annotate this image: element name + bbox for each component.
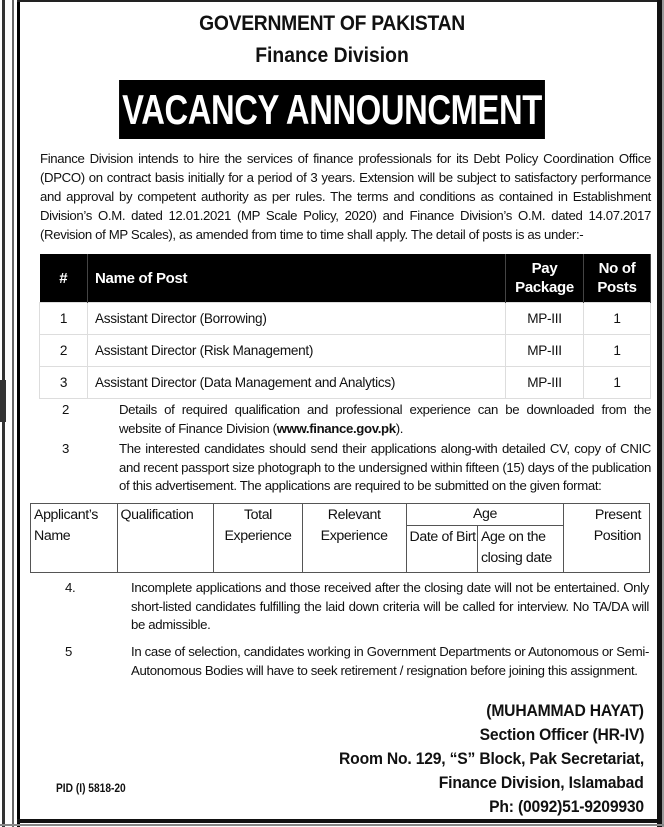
item-2-text xyxy=(119,401,651,438)
col-total-experience xyxy=(214,504,303,573)
present-line1: Present xyxy=(594,507,641,523)
row-count: 1 xyxy=(584,367,651,399)
col-relevant-experience xyxy=(302,504,406,573)
item-3-text: The interested candidates should send their applications along-with detailed CV, copy of CNIC and recent passport size photograph to the undersigned within fifteen (15) days of the publication of this advertisement. The applications are required to be submitted on the given format: xyxy=(119,441,651,493)
website-link[interactable]: www.finance.gov.pk xyxy=(276,420,396,436)
relevant-line2: Experience xyxy=(320,528,388,544)
row-num: 2 xyxy=(40,335,88,367)
age-closing-line1: Age on the xyxy=(480,529,546,545)
header-pay-line1: Pay xyxy=(531,260,558,277)
left-border-tab xyxy=(0,380,6,422)
bottom-border xyxy=(17,819,662,823)
table-row xyxy=(40,367,651,399)
header-pay-line2: Package xyxy=(515,279,574,296)
row-num: 3 xyxy=(40,367,88,399)
row-post-name: Assistant Director (Risk Management) xyxy=(88,335,506,367)
row-num: 1 xyxy=(40,303,88,335)
signatory-name: (MUHAMMAD HAYAT) xyxy=(486,702,644,720)
present-line2: Position xyxy=(593,528,641,544)
row-pay: MP-III xyxy=(506,367,584,399)
signatory-designation: Section Officer (HR-IV) xyxy=(479,726,644,744)
intro-paragraph: Finance Division intends to hire the services of finance professionals for its Debt Policy Coordination Office (DPCO) on contract basis initially for a period of 3 years. Extension will be subject to satisfactory performance and approval by competent authority as per rules. The terms and conditions as contained in Establishment Division’s O.M. dated 12.01.2021 (MP Scale Policy, 2020) and Finance Division’s O.M. dated 14.07.2017 (Revision of MP Scales), as amended from time to time shall apply. The detail of posts is as under:- xyxy=(40,151,651,242)
vacancy-banner: VACANCY ANNOUNCMENT xyxy=(119,80,545,139)
row-post-name: Assistant Director (Borrowing) xyxy=(88,303,506,335)
item-3-number: 3 xyxy=(62,441,69,456)
header-pay xyxy=(506,254,584,303)
row-count: 1 xyxy=(584,335,651,367)
item-5-text: In case of selection, candidates working in Government Departments or Autonomous or Semi-Autonomous Bodies will have to seek retirement / resignation before joining this assignment. xyxy=(131,644,649,678)
government-title: GOVERNMENT OF PAKISTAN xyxy=(199,12,465,35)
row-post-name: Assistant Director (Data Management and Analytics) xyxy=(88,367,506,399)
item-4-text: Incomplete applications and those received after the closing date will not be entertained. Only short-listed candidates fulfilling the laid down criteria will be called for interview. No TA/DA will be admissible. xyxy=(131,580,649,632)
item-2-text-after: ). xyxy=(395,420,404,436)
row-count: 1 xyxy=(584,303,651,335)
application-format-table xyxy=(30,503,650,573)
division-title: Finance Division xyxy=(255,44,409,67)
header-name: Name of Post xyxy=(88,254,506,303)
top-border xyxy=(17,0,662,2)
col-qualification: Qualification xyxy=(117,504,214,573)
header-count-line1: No of xyxy=(598,260,636,277)
age-closing-line2: closing date xyxy=(480,550,552,566)
row-pay: MP-III xyxy=(506,335,584,367)
applicant-line2: Name xyxy=(34,528,71,544)
total-line2: Experience xyxy=(224,528,292,544)
col-applicant-name xyxy=(31,504,118,573)
header-count-line2: Posts xyxy=(597,279,637,296)
item-4-number: 4. xyxy=(65,580,76,595)
pid-number: PID (I) 5818-20 xyxy=(56,781,126,795)
table-row xyxy=(40,303,651,335)
posts-table xyxy=(39,254,651,399)
row-pay: MP-III xyxy=(506,303,584,335)
total-line1: Total xyxy=(243,507,272,523)
signatory-phone: Ph: (0092)51-9209930 xyxy=(489,798,644,816)
col-age: Age xyxy=(406,504,564,526)
header-count xyxy=(584,254,651,303)
applicant-line1: Applicant’s xyxy=(34,507,98,523)
posts-table-header xyxy=(40,254,651,303)
header-num: # xyxy=(40,254,88,303)
col-present-position xyxy=(564,504,650,573)
item-2-text-before: Details of required qualification and professional experience can be downloaded from the website of Finance Division ( xyxy=(119,402,651,436)
col-date-of-birth: Date of Birt xyxy=(406,526,477,573)
signatory-address-line1: Room No. 129, “S” Block, Pak Secretariat, xyxy=(339,750,644,768)
signatory-address-line2: Finance Division, Islamabad xyxy=(439,774,644,792)
table-row xyxy=(40,335,651,367)
banner-wrapper xyxy=(0,80,664,139)
col-age-on-closing xyxy=(477,526,564,573)
item-5-number: 5 xyxy=(65,644,72,659)
bottom-border-shadow xyxy=(0,824,664,826)
relevant-line1: Relevant xyxy=(327,507,381,523)
item-2-number: 2 xyxy=(62,402,69,417)
